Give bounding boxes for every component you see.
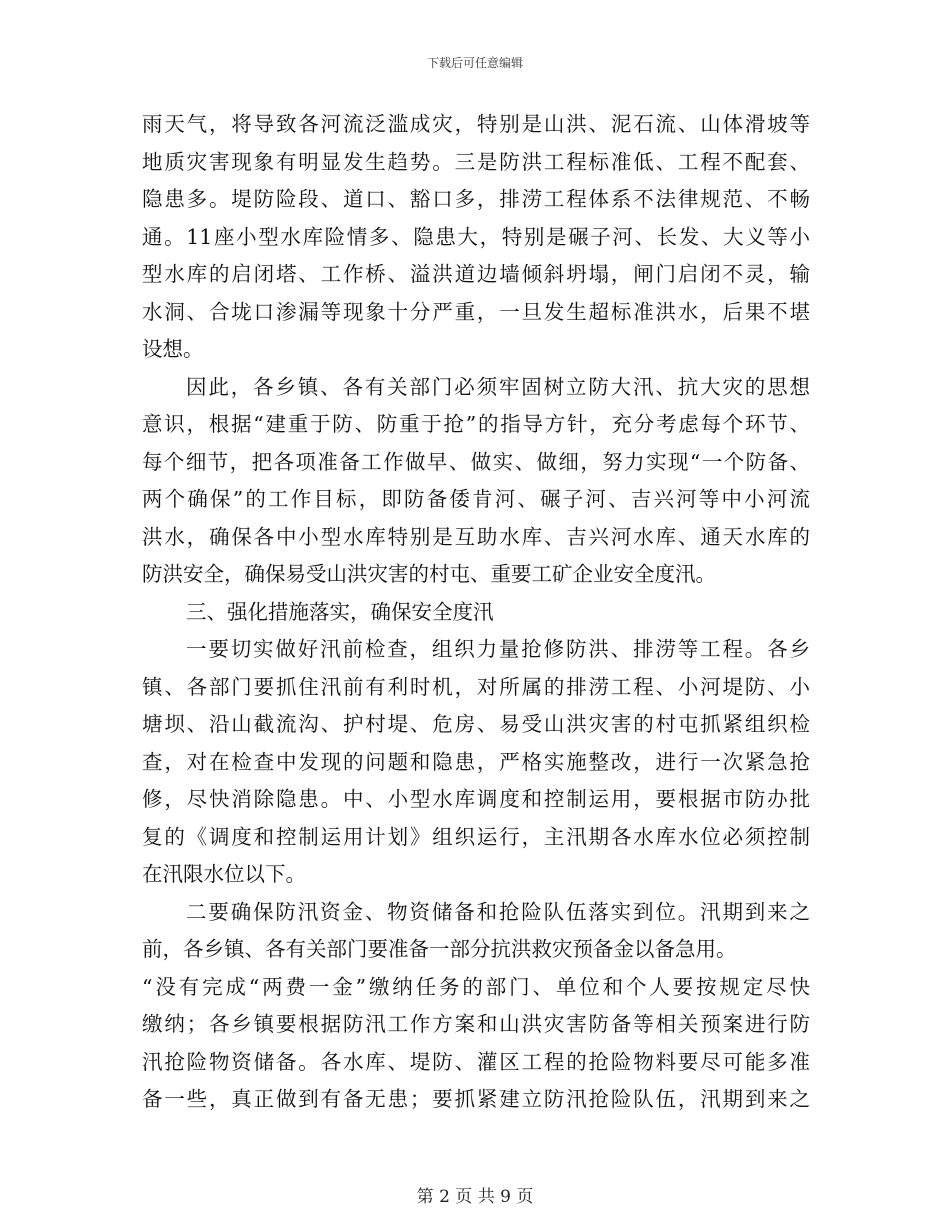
text-line: 型水库的启闭塔、工作桥、溢洪道边墙倾斜坍塌，闸门启闭不灵，输 bbox=[142, 262, 810, 286]
text-line: 一要切实做好汛前检查，组织力量抢修防洪、排涝等工程。各乡 bbox=[186, 637, 810, 661]
text-line: 因此，各乡镇、各有关部门必须牢固树立防大汛、抗大灾的思想 bbox=[186, 374, 810, 399]
text-line: 雨天气，将导致各河流泛滥成灾，特别是山洪、泥石流、山体滑坡等 bbox=[142, 112, 810, 136]
text-line: 地质灾害现象有明显发生趋势。三是防洪工程标准低、工程不配套、 bbox=[142, 149, 810, 174]
text-line: 洪水，确保各中小型水库特别是互助水库、吉兴河水库、通天水库的 bbox=[142, 524, 810, 549]
section-heading: 三、强化措施落实，确保安全度汛 bbox=[186, 599, 494, 624]
text-line: 查，对在检查中发现的问题和隐患，严格实施整改，进行一次紧急抢 bbox=[142, 749, 810, 774]
text-line: 缴纳；各乡镇要根据防汛工作方案和山洪灾害防备等相关预案进行防 bbox=[142, 1012, 810, 1036]
text-line: 隐患多。堤防险段、道口、豁口多，排涝工程体系不法律规范、不畅 bbox=[142, 187, 810, 211]
text-line: 前，各乡镇、各有关部门要准备一部分抗洪救灾预备金以备急用。 bbox=[142, 937, 737, 961]
text-line: 修，尽快消除隐患。中、小型水库调度和控制运用，要根据市防办批 bbox=[142, 787, 810, 811]
text-line: 水洞、合垅口渗漏等现象十分严重，一旦发生超标准洪水，后果不堪 bbox=[142, 299, 810, 324]
text-line: 每个细节，把各项准备工作做早、做实、做细，努力实现“一个防备、 bbox=[142, 449, 810, 474]
page-header: 下载后可任意编辑 bbox=[426, 56, 523, 70]
text-line: 汛抢险物资储备。各水库、堤防、灌区工程的抢险物料要尽可能多准 bbox=[142, 1049, 810, 1074]
text-line: 在汛限水位以下。 bbox=[142, 862, 306, 886]
text-line: 设想。 bbox=[142, 337, 204, 361]
text-line: 意识，根据“建重于防、防重于抢”的指导方针，充分考虑每个环节、 bbox=[142, 412, 810, 436]
text-line: 防洪安全，确保易受山洪灾害的村屯、重要工矿企业安全度汛。 bbox=[142, 562, 716, 586]
text-line: 二要确保防汛资金、物资储备和抢险队伍落实到位。汛期到来之 bbox=[186, 899, 810, 924]
text-line: 通。11座小型水库险情多、隐患大，特别是碾子河、长发、大义等小 bbox=[142, 224, 810, 249]
text-line: 复的《调度和控制运用计划》组织运行，主汛期各水库水位必须控制 bbox=[142, 824, 810, 849]
body-text bbox=[142, 106, 810, 1119]
text-line: 塘坝、沿山截流沟、护村堤、危房、易受山洪灾害的村屯抓紧组织检 bbox=[142, 712, 810, 736]
text-line: “没有完成“两费一金”缴纳任务的部门、单位和个人要按规定尽快 bbox=[142, 974, 810, 999]
text-line: 备一些，真正做到有备无患；要抓紧建立防汛抢险队伍，汛期到来之 bbox=[142, 1087, 810, 1111]
page-number-footer: 第 2 页 共 9 页 bbox=[416, 1187, 534, 1207]
text-line: 镇、各部门要抓住汛前有利时机，对所属的排涝工程、小河堤防、小 bbox=[142, 674, 810, 699]
text-line: 两个确保”的工作目标，即防备倭肯河、碾子河、吉兴河等中小河流 bbox=[142, 487, 810, 511]
